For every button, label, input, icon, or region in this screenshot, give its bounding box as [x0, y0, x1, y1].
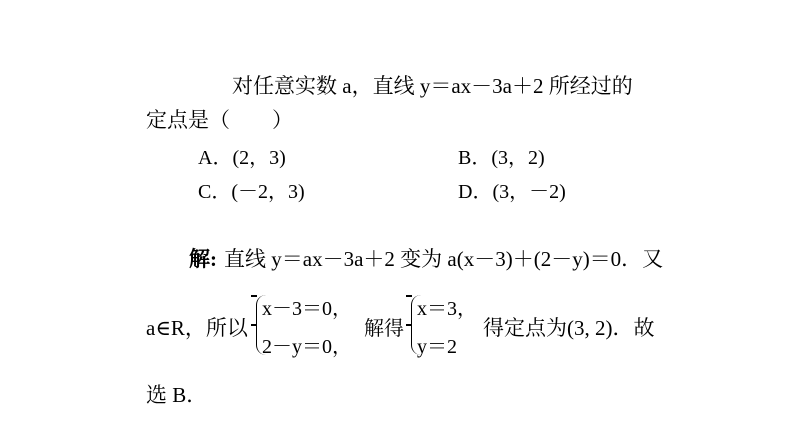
question-line-2: 定点是（ ）	[146, 108, 293, 132]
system-2-bottom: y＝2	[417, 336, 457, 358]
option-d: D．(3，－2)	[458, 181, 566, 203]
question-line-1: 对任意实数 a，直线 y＝ax－3a＋2 所经过的	[232, 74, 633, 98]
option-b: B．(3，2)	[458, 147, 545, 169]
system-2-top: x＝3，	[417, 298, 477, 320]
option-a: A．(2，3)	[198, 147, 286, 169]
solve-word: 解得	[364, 318, 404, 340]
solution-line-1: 直线 y＝ax－3a＋2 变为 a(x－3)＋(2－y)＝0．又	[224, 247, 664, 271]
solution-line-2-suffix: 得定点为(3, 2)．故	[483, 316, 655, 340]
option-c: C．(－2，3)	[198, 181, 305, 203]
solution-line-3: 选 B．	[146, 383, 208, 407]
system-1-bottom: 2－y＝0，	[262, 336, 352, 358]
system-1-top: x－3＝0，	[262, 298, 352, 320]
solution-label: 解:	[189, 247, 217, 271]
solution-line-2-prefix: a∈R，所以	[146, 316, 248, 340]
